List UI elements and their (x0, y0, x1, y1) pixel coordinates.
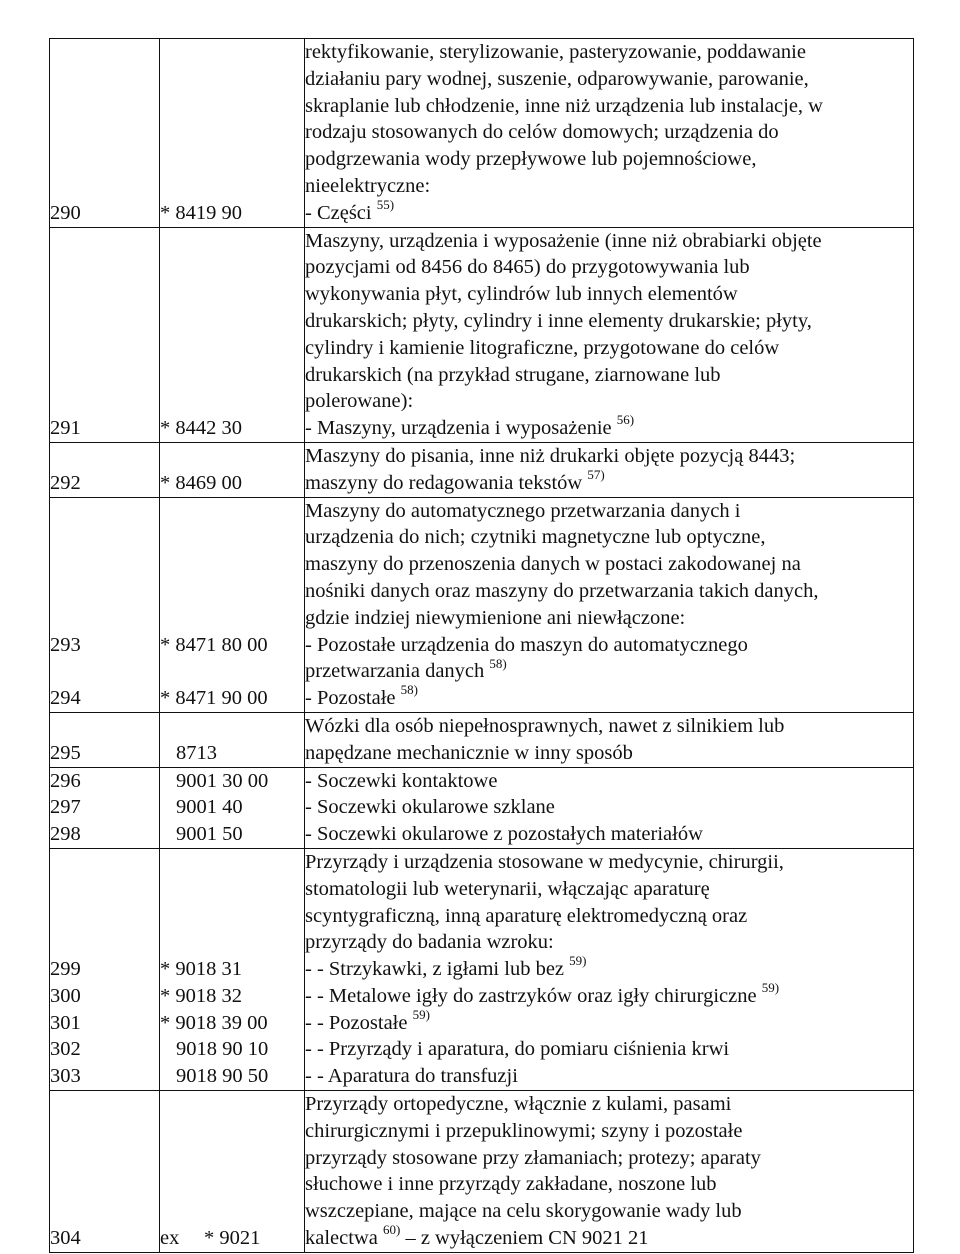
description-text: skraplanie lub chłodzenie, inne niż urządzenia lub instalacje, w (305, 94, 823, 117)
cn-code-line (160, 415, 304, 442)
description-line (305, 443, 913, 470)
table-row (50, 39, 914, 228)
description-line (305, 524, 913, 551)
position-number: 293 (50, 633, 81, 656)
description-text: urządzenia do nich; czytniki magnetyczne lub optyczne, (305, 526, 766, 549)
description-text: nieelektryczne: (305, 174, 431, 197)
position-number-cell (50, 39, 160, 228)
position-number: 290 (50, 201, 81, 224)
description-line (305, 1145, 913, 1172)
description-line (305, 980, 913, 1010)
description-line (305, 228, 913, 255)
description-text: - Pozostałe (305, 687, 396, 710)
description-line (305, 119, 913, 146)
table-row (50, 848, 914, 1090)
cn-code: 9001 50 (176, 823, 243, 846)
cn-code-line (160, 200, 304, 227)
description-line (305, 821, 913, 848)
description-line (305, 466, 913, 497)
cn-code-line (160, 1036, 304, 1063)
table-row (50, 767, 914, 848)
description-line (305, 682, 913, 712)
cn-code-cell (160, 227, 305, 442)
description-text-after: – z wyłączeniem CN 9021 21 (400, 1227, 649, 1250)
description-text: Przyrządy ortopedyczne, włącznie z kulami, pasami (305, 1093, 732, 1116)
description-text: chirurgicznymi i przepuklinowymi; szyny i pozostałe (305, 1119, 743, 1142)
description-text: słuchowe i inne przyrządy zakładane, noszone lub (305, 1173, 717, 1196)
cn-code-line (160, 685, 304, 712)
footnote-ref: 58) (489, 655, 507, 671)
description-cell (305, 848, 914, 1090)
description-line (305, 794, 913, 821)
position-number: 297 (50, 796, 81, 819)
description-line (305, 1006, 913, 1037)
description-line (305, 1063, 913, 1090)
cn-code-line (160, 632, 304, 659)
description-line (305, 713, 913, 740)
cn-code: * 9018 32 (160, 984, 242, 1007)
description-line (305, 308, 913, 335)
table-row (50, 1091, 914, 1253)
ex-prefix: ex (160, 1227, 180, 1250)
description-text: maszyny do redagowania tekstów (305, 471, 583, 494)
position-number: 299 (50, 958, 81, 981)
description-line (305, 1118, 913, 1145)
description-text: - - Metalowe igły do zastrzyków oraz igły chirurgiczne (305, 984, 757, 1007)
position-number: 296 (50, 769, 81, 792)
cn-code-cell (160, 712, 305, 767)
description-text: maszyny do przenoszenia danych w postaci zakodowanej na (305, 553, 801, 576)
description-text: przyrządy stosowane przy złamaniach; protezy; aparaty (305, 1146, 761, 1169)
description-text: rodzaju stosowanych do celów domowych; urządzenia do (305, 121, 779, 144)
table-row (50, 712, 914, 767)
table-row (50, 227, 914, 442)
position-number-cell (50, 1091, 160, 1253)
position-number-cell (50, 227, 160, 442)
description-text: napędzane mechanicznie w inny sposób (305, 741, 633, 764)
description-line (305, 362, 913, 389)
description-text: Przyrządy i urządzenia stosowane w medycynie, chirurgii, (305, 850, 784, 873)
description-line (305, 39, 913, 66)
position-number-cell (50, 497, 160, 712)
footnote-ref: 59) (761, 980, 780, 996)
description-line (305, 1091, 913, 1118)
cn-code-cell (160, 848, 305, 1090)
description-text: drukarskich (na przykład strugane, ziarnowane lub (305, 363, 721, 386)
description-text: - Pozostałe urządzenia do maszyn do automatycznego (305, 633, 748, 656)
table-row (50, 442, 914, 497)
position-number: 301 (50, 1011, 81, 1034)
description-line (305, 1171, 913, 1198)
cn-code-line (160, 740, 304, 767)
description-text: - Soczewki okularowe szklane (305, 796, 555, 819)
position-number: 298 (50, 823, 81, 846)
description-text: stomatologii lub weterynarii, włączając aparaturę (305, 877, 710, 900)
position-number-cell (50, 848, 160, 1090)
description-text: - - Przyrządy i aparatura, do pomiaru ciśnienia krwi (305, 1038, 730, 1061)
description-text: - - Pozostałe (305, 1011, 408, 1034)
description-text: kalectwa (305, 1227, 378, 1250)
description-line (305, 1036, 913, 1063)
description-text: nośniki danych oraz maszyny do przetwarzania takich danych, (305, 579, 819, 602)
cn-code: 9018 90 50 (176, 1065, 269, 1088)
position-number: 302 (50, 1038, 81, 1061)
position-number-cell (50, 442, 160, 497)
footnote-ref: 60) (382, 1222, 401, 1238)
cn-code-line (160, 768, 304, 795)
description-cell (305, 712, 914, 767)
description-line (305, 551, 913, 578)
description-text: rektyfikowanie, sterylizowanie, pasteryzowanie, poddawanie (305, 41, 806, 63)
footnote-ref: 56) (616, 412, 635, 428)
description-line (305, 740, 913, 767)
footnote-ref: 58) (400, 682, 418, 698)
cn-code: * 9021 (204, 1227, 261, 1250)
cn-code-cell (160, 1091, 305, 1253)
description-line (305, 929, 913, 956)
cn-code: 8713 (176, 741, 217, 764)
description-text: wykonywania płyt, cylindrów lub innych elementów (305, 283, 738, 306)
cn-code-line (160, 794, 304, 821)
cn-code-line (160, 1225, 304, 1252)
description-text: - Części (305, 201, 372, 224)
description-line (305, 605, 913, 632)
description-text: - Soczewki kontaktowe (305, 769, 498, 792)
position-number: 294 (50, 687, 81, 710)
cn-code: 9001 30 00 (176, 769, 269, 792)
description-line (305, 93, 913, 120)
cn-code-line (160, 821, 304, 848)
cn-code-line (160, 956, 304, 983)
cn-code: * 9018 39 00 (160, 1011, 268, 1034)
position-number: 292 (50, 471, 81, 494)
position-number: 303 (50, 1065, 81, 1088)
cn-code-cell (160, 39, 305, 228)
cn-code-line (160, 1063, 304, 1090)
cn-code: * 8471 90 00 (160, 687, 268, 710)
description-line (305, 146, 913, 173)
table-row (50, 497, 914, 712)
footnote-ref: 59) (412, 1006, 430, 1022)
description-line (305, 66, 913, 93)
footnote-ref: 55) (376, 196, 395, 212)
description-line (305, 876, 913, 903)
description-text: cylindry i kamienie litograficzne, przygotowane do celów (305, 336, 780, 359)
description-text: drukarskich; płyty, cylindry i inne elementy drukarskie; płyty, (305, 309, 812, 332)
cn-code-line (160, 470, 304, 497)
description-line (305, 388, 913, 415)
description-line (305, 903, 913, 930)
cn-code: 9001 40 (176, 796, 243, 819)
description-text: wszczepiane, mające na celu skorygowanie wady lub (305, 1200, 742, 1223)
description-text: Maszyny do automatycznego przetwarzania danych i (305, 499, 741, 522)
description-line (305, 849, 913, 876)
description-text: - Maszyny, urządzenia i wyposażenie (305, 417, 612, 440)
description-text: Maszyny do pisania, inne niż drukarki objęte pozycją 8443; (305, 444, 796, 467)
description-line (305, 173, 913, 200)
description-text: - - Strzykawki, z igłami lub bez (305, 958, 565, 981)
description-text: scyntygraficzną, inną aparaturę elektromedyczną oraz (305, 904, 748, 927)
cn-code-cell (160, 442, 305, 497)
cn-code-line (160, 1010, 304, 1037)
footnote-ref: 57) (587, 466, 605, 482)
cn-code: * 8471 80 00 (160, 633, 268, 656)
description-cell (305, 227, 914, 442)
description-line (305, 1222, 913, 1252)
description-text: gdzie indziej niewymienione ani niewłączone: (305, 606, 686, 629)
description-text: - - Aparatura do transfuzji (305, 1065, 518, 1088)
description-line (305, 953, 913, 983)
cn-code: * 8469 00 (160, 471, 242, 494)
position-number: 295 (50, 741, 81, 764)
position-number: 300 (50, 984, 81, 1007)
description-line (305, 281, 913, 308)
cn-code-line (160, 983, 304, 1010)
cn-code: 9018 90 10 (176, 1038, 269, 1061)
description-text: pozycjami od 8456 do 8465) do przygotowywania lub (305, 256, 750, 279)
position-number: 304 (50, 1227, 81, 1250)
description-cell (305, 767, 914, 848)
description-line (305, 254, 913, 281)
position-number: 291 (50, 417, 81, 440)
description-line (305, 578, 913, 605)
description-text: Wózki dla osób niepełnosprawnych, nawet z silnikiem lub (305, 714, 785, 737)
cn-code-line (160, 658, 304, 685)
position-number (50, 658, 159, 685)
description-cell (305, 39, 914, 228)
description-line (305, 655, 913, 685)
cn-code: * 8442 30 (160, 417, 242, 440)
footnote-ref: 59) (569, 953, 587, 969)
description-line (305, 768, 913, 795)
cn-code: * 8419 90 (160, 201, 242, 224)
description-text: przetwarzania danych (305, 660, 485, 683)
description-text: Maszyny, urządzenia i wyposażenie (inne niż obrabiarki objęte (305, 229, 822, 252)
description-text: działaniu pary wodnej, suszenie, odparowywanie, parowanie, (305, 67, 809, 90)
position-number-cell (50, 767, 160, 848)
description-text: polerowane): (305, 390, 414, 413)
description-line (305, 335, 913, 362)
cn-code-cell (160, 497, 305, 712)
description-cell (305, 497, 914, 712)
description-text: podgrzewania wody przepływowe lub pojemnościowe, (305, 148, 757, 171)
cn-code-cell (160, 767, 305, 848)
description-text: - Soczewki okularowe z pozostałych materiałów (305, 823, 703, 846)
description-line (305, 412, 913, 442)
description-text: przyrządy do badania wzroku: (305, 931, 554, 954)
cn-code (160, 660, 165, 682)
description-line (305, 498, 913, 525)
tariff-table (49, 38, 914, 1253)
description-line (305, 632, 913, 659)
description-cell (305, 442, 914, 497)
position-number-cell (50, 712, 160, 767)
cn-code: * 9018 31 (160, 958, 242, 981)
description-cell (305, 1091, 914, 1253)
description-line (305, 196, 913, 227)
